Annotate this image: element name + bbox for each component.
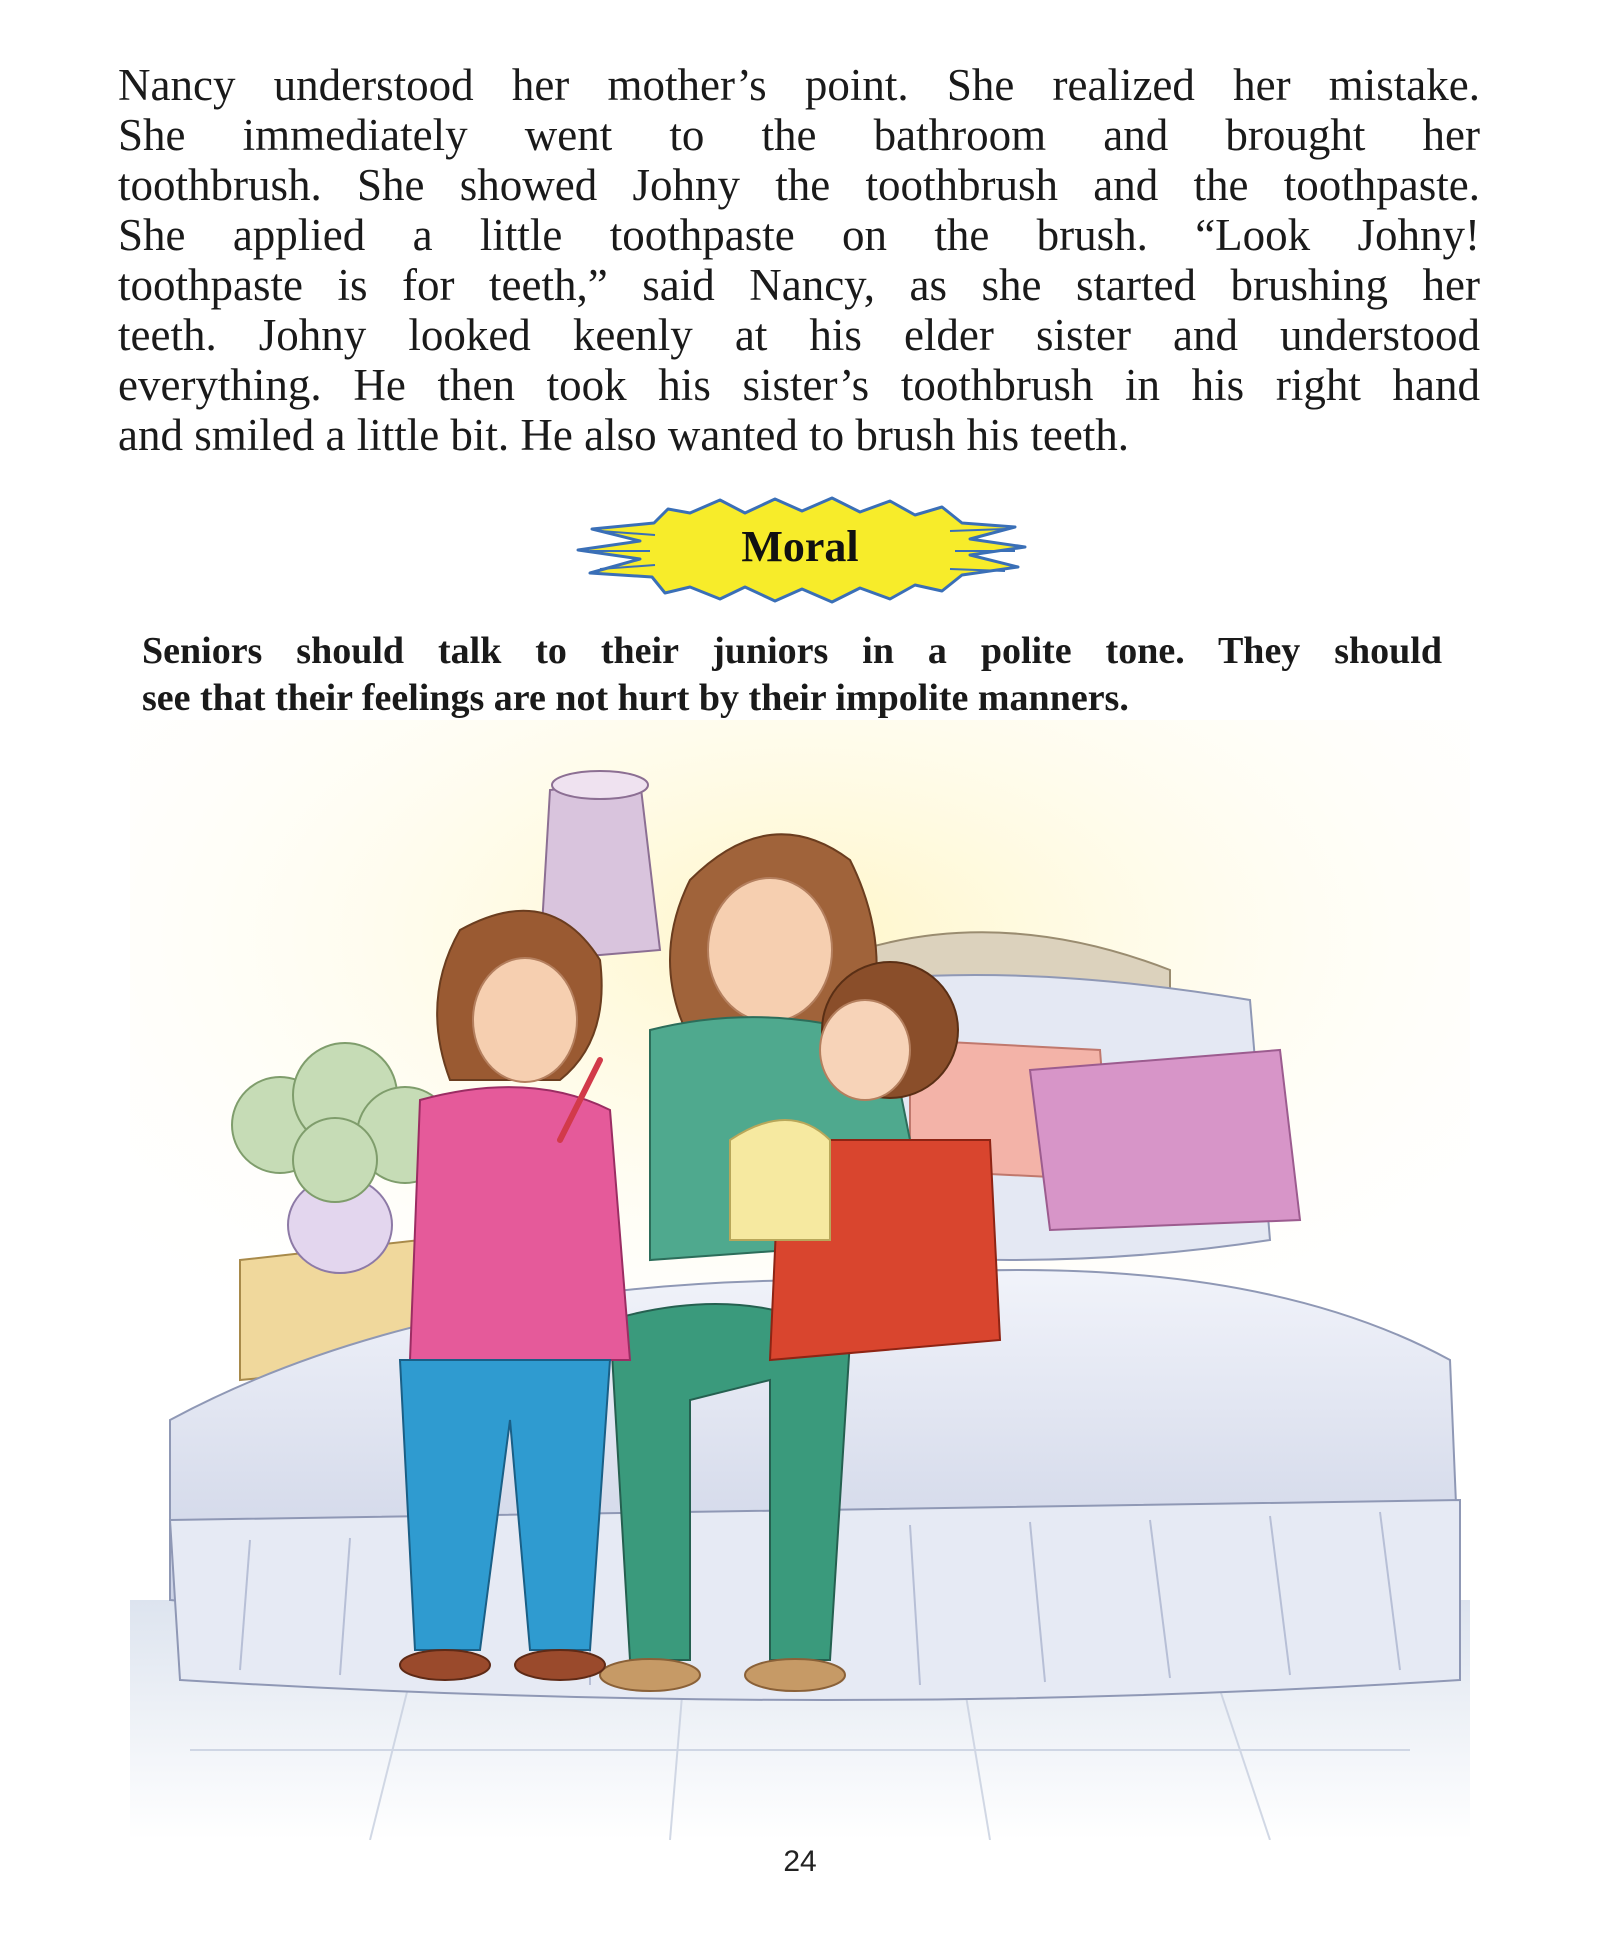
moral-title: Moral <box>741 522 859 571</box>
story-line: Nancy understood her mother’s point. She realized her mistake. <box>118 60 1480 110</box>
bedroom-illustration <box>130 720 1470 1840</box>
story-paragraph <box>118 60 1480 460</box>
story-line: She applied a little toothpaste on the brush. “Look Johny! <box>118 210 1480 260</box>
story-line: toothpaste is for teeth,” said Nancy, as she started brushing her <box>118 260 1480 310</box>
moral-text <box>142 628 1442 722</box>
moral-badge <box>570 495 1030 605</box>
pillow-purple <box>1030 1050 1300 1230</box>
moral-line: Seniors should talk to their juniors in a polite tone. They should <box>142 630 1442 672</box>
page-number: 24 <box>783 1845 817 1878</box>
story-line: She immediately went to the bathroom and brought her <box>118 110 1480 160</box>
story-line: and smiled a little bit. He also wanted to brush his teeth. <box>118 410 1130 460</box>
story-line: everything. He then took his sister’s toothbrush in his right hand <box>118 360 1480 410</box>
story-line: toothbrush. She showed Johny the toothbrush and the toothpaste. <box>118 160 1480 210</box>
moral-line: see that their feelings are not hurt by their impolite manners. <box>142 677 1129 719</box>
story-line: teeth. Johny looked keenly at his elder sister and understood <box>118 310 1480 360</box>
lamp-top <box>552 771 648 799</box>
